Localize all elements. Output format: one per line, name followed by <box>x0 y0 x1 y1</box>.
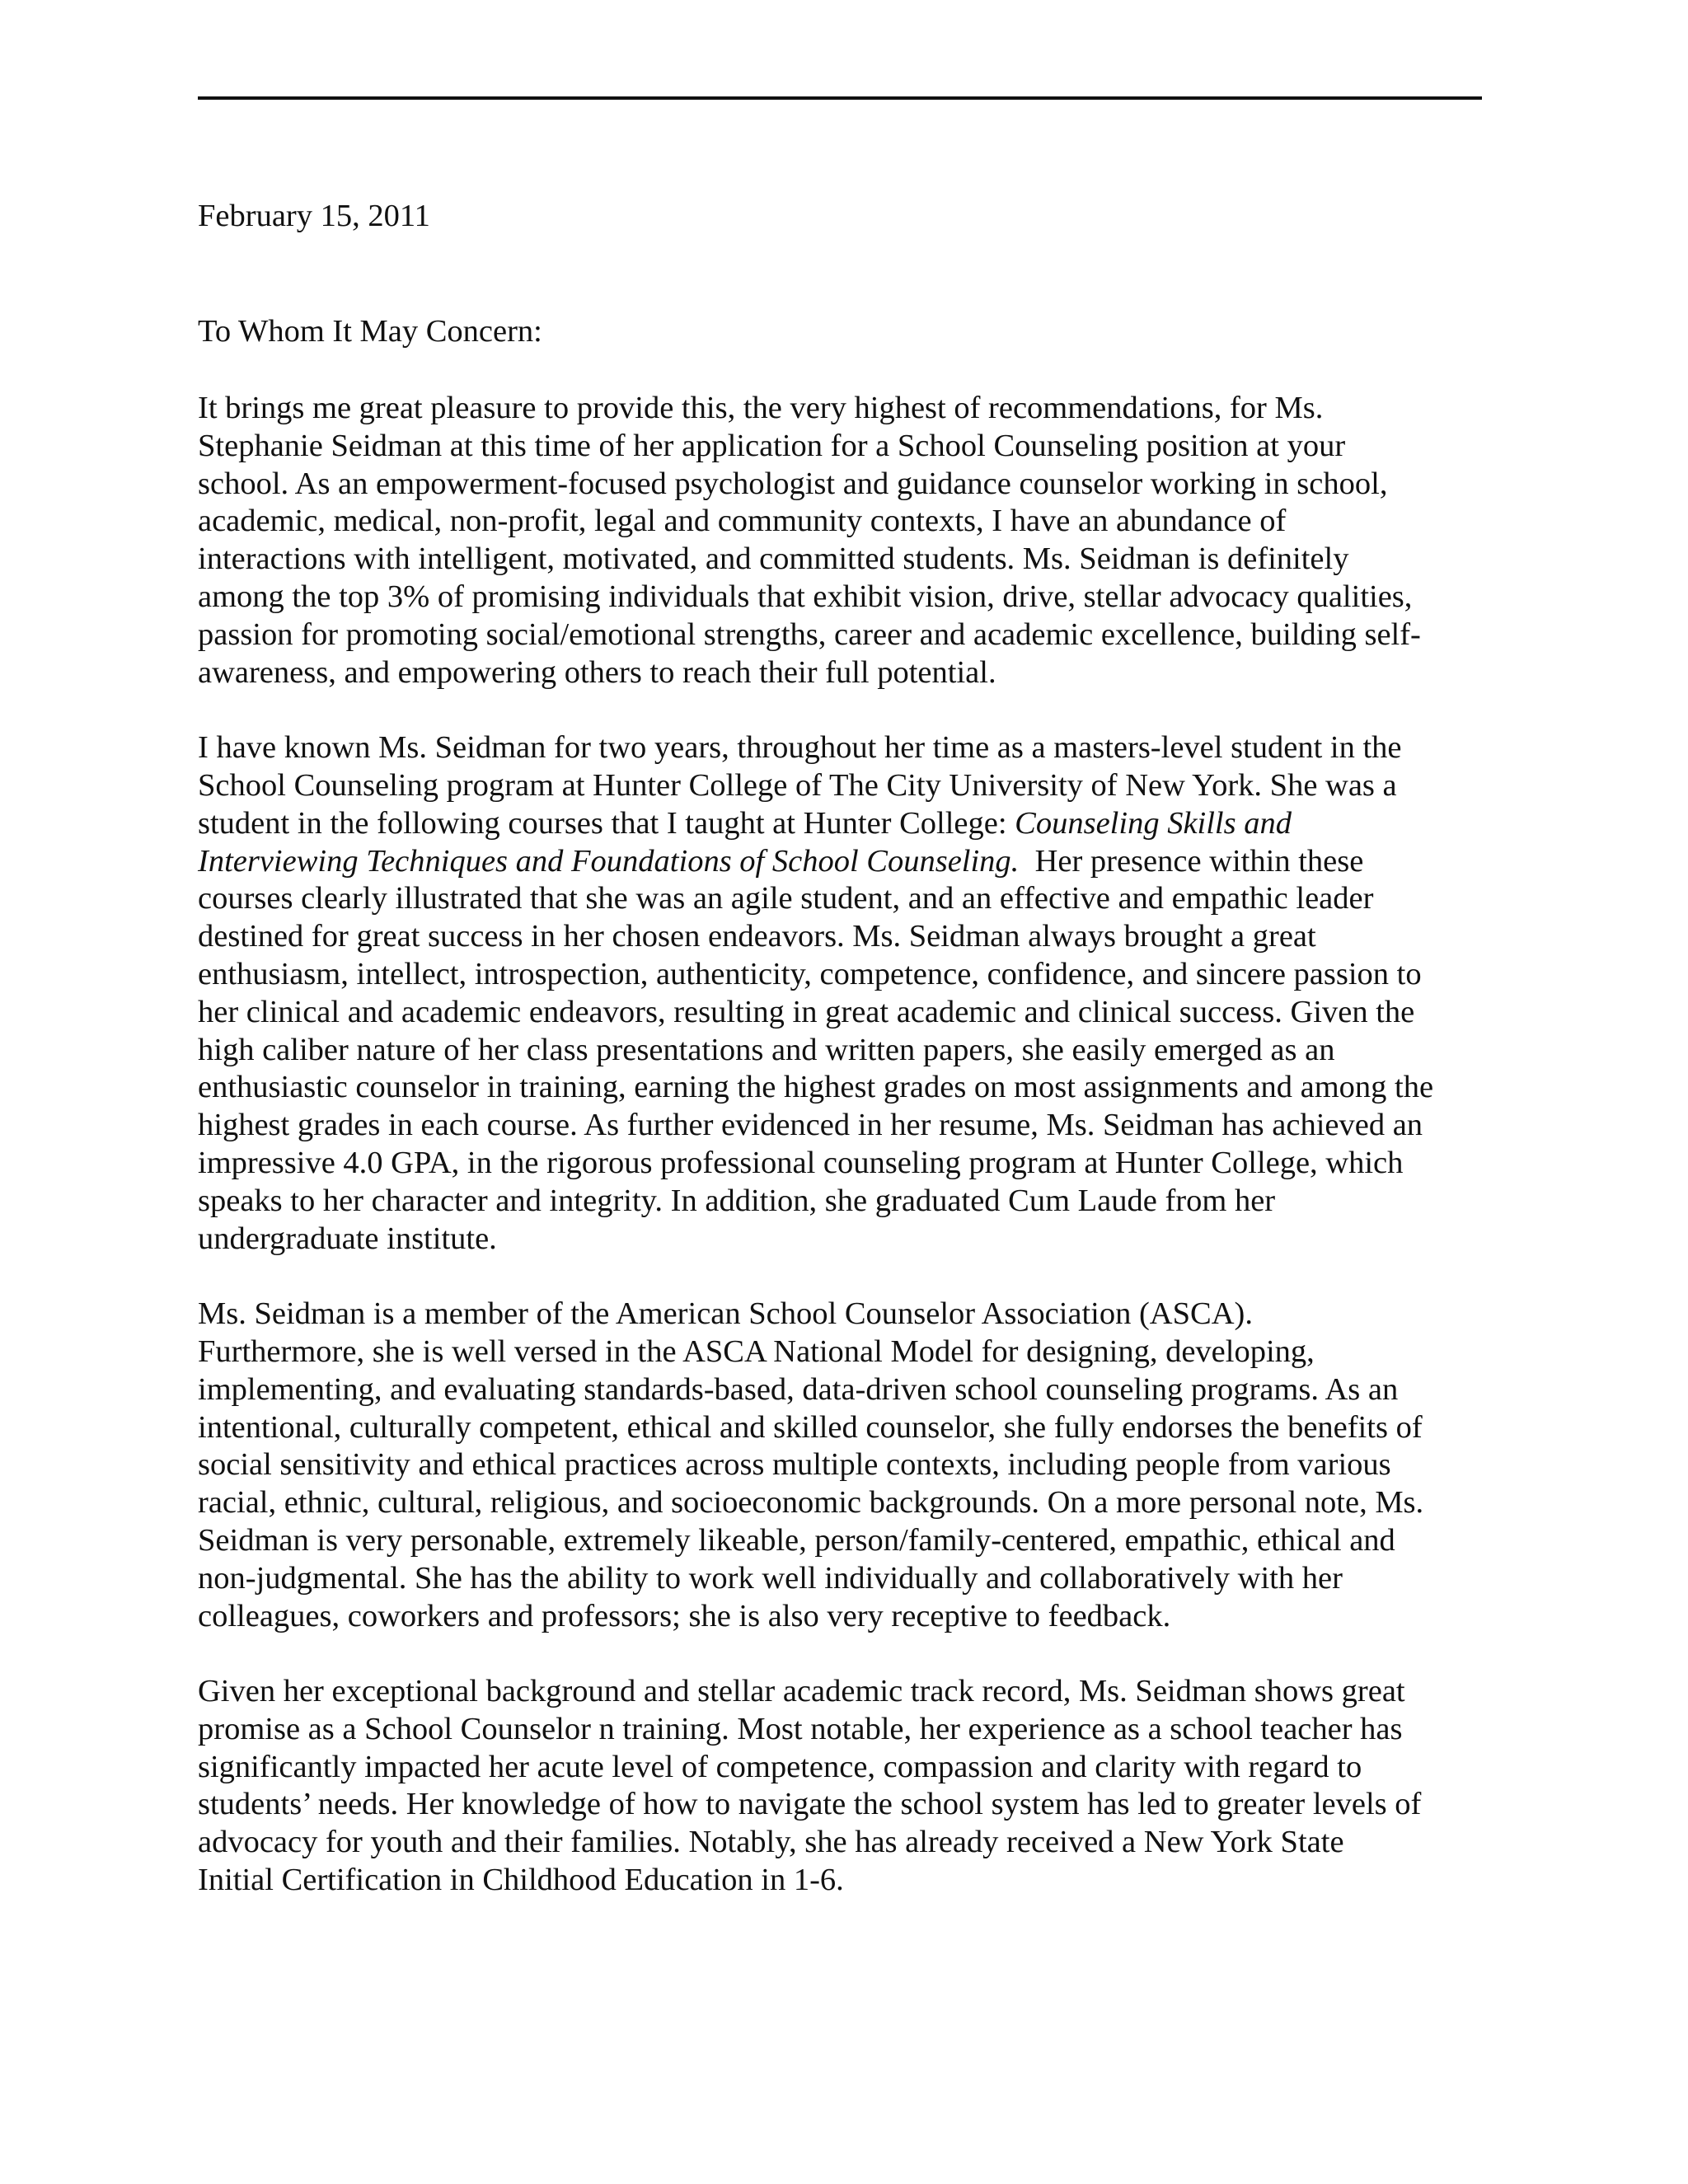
paragraph-line: interactions with intelligent, motivated, and committed students. Ms. Seidman is definitely <box>198 541 1349 577</box>
paragraph-line: Ms. Seidman is a member of the American School Counselor Association (ASCA). <box>198 1296 1253 1332</box>
letter-body <box>198 390 1500 1938</box>
paragraph-line: destined for great success in her chosen endeavors. Ms. Seidman always brought a great <box>198 919 1316 954</box>
paragraph-line: It brings me great pleasure to provide this, the very highest of recommendations, for Ms. <box>198 391 1324 425</box>
paragraph-line: passion for promoting social/emotional strengths, career and academic excellence, building self- <box>198 616 1421 652</box>
paragraph-line: courses clearly illustrated that she was an agile student, and an effective and empathic leader <box>198 881 1374 916</box>
line-text: Her presence within these <box>1019 843 1364 879</box>
course-title-italic: Counseling Skills and <box>1015 805 1292 841</box>
paragraph-line: Initial Certification in Childhood Education in 1-6. <box>198 1863 844 1898</box>
paragraph-line: students’ needs. Her knowledge of how to navigate the school system has led to greater levels of <box>198 1787 1422 1822</box>
paragraph-line: implementing, and evaluating standards-based, data-driven school counseling programs. As an <box>198 1371 1399 1407</box>
header-rule <box>198 96 1482 100</box>
paragraph-line: school. As an empowerment-focused psychologist and guidance counselor working in school, <box>198 466 1388 501</box>
paragraph-line: speaks to her character and integrity. In addition, she graduated Cum Laude from her <box>198 1183 1276 1218</box>
paragraph-line: colleagues, coworkers and professors; she is also very receptive to feedback. <box>198 1598 1171 1633</box>
letter-date: February 15, 2011 <box>198 199 430 233</box>
paragraph-line: among the top 3% of promising individuals that exhibit vision, drive, stellar advocacy qualities, <box>198 579 1413 614</box>
paragraph-line: enthusiasm, intellect, introspection, authenticity, competence, confidence, and sincere passion to <box>198 956 1422 991</box>
paragraph-line: social sensitivity and ethical practices across multiple contexts, including people from various <box>198 1447 1391 1483</box>
paragraph-line: highest grades in each course. As further evidenced in her resume, Ms. Seidman has achieved an <box>198 1108 1423 1143</box>
paragraph-line: significantly impacted her acute level of competence, compassion and clarity with regard to <box>198 1749 1362 1784</box>
paragraph-line: her clinical and academic endeavors, resulting in great academic and clinical success. Given the <box>198 994 1415 1029</box>
paragraph-line: high caliber nature of her class presentations and written papers, she easily emerged as an <box>198 1032 1335 1067</box>
paragraph-line: Furthermore, she is well versed in the ASCA National Model for designing, developing, <box>198 1333 1315 1369</box>
paragraph-line: racial, ethnic, cultural, religious, and socioeconomic backgrounds. On a more personal note, Ms. <box>198 1485 1424 1521</box>
paragraph-4 <box>198 1673 1500 1900</box>
paragraph-line: advocacy for youth and their families. Notably, she has already received a New York State <box>198 1825 1344 1860</box>
paragraph-line: I have known Ms. Seidman for two years, throughout her time as a masters-level student in the <box>198 730 1402 766</box>
paragraph-line: intentional, culturally competent, ethical and skilled counselor, she fully endorses the benefits of <box>198 1409 1423 1445</box>
paragraph-line: undergraduate institute. <box>198 1221 497 1256</box>
paragraph-line: School Counseling program at Hunter College of The City University of New York. She was a <box>198 767 1397 803</box>
paragraph-line: enthusiastic counselor in training, earning the highest grades on most assignments and among the <box>198 1070 1434 1105</box>
paragraph-line: awareness, and empowering others to reach their full potential. <box>198 654 996 690</box>
paragraph-line: Seidman is very personable, extremely likeable, person/family-centered, empathic, ethical and <box>198 1522 1395 1558</box>
paragraph-line: Given her exceptional background and stellar academic track record, Ms. Seidman shows great <box>198 1674 1405 1709</box>
paragraph-line <box>198 843 1500 881</box>
line-text: student in the following courses that I taught at Hunter College: <box>198 805 1015 841</box>
course-title-italic: Interviewing Techniques and Foundations of School Counseling. <box>198 843 1020 879</box>
paragraph-line: non-judgmental. She has the ability to work well individually and collaboratively with her <box>198 1560 1343 1596</box>
letter-salutation: To Whom It May Concern: <box>198 314 542 349</box>
paragraph-line: impressive 4.0 GPA, in the rigorous professional counseling program at Hunter College, which <box>198 1145 1404 1180</box>
paragraph-line <box>198 805 1500 843</box>
paragraph-3 <box>198 1296 1500 1635</box>
paragraph-line: academic, medical, non-profit, legal and community contexts, I have an abundance of <box>198 504 1287 539</box>
paragraph-2 <box>198 729 1500 1258</box>
paragraph-1 <box>198 390 1500 691</box>
paragraph-line: promise as a School Counselor n training. Most notable, her experience as a school teacher has <box>198 1711 1403 1746</box>
paragraph-line: Stephanie Seidman at this time of her application for a School Counseling position at your <box>198 428 1346 463</box>
